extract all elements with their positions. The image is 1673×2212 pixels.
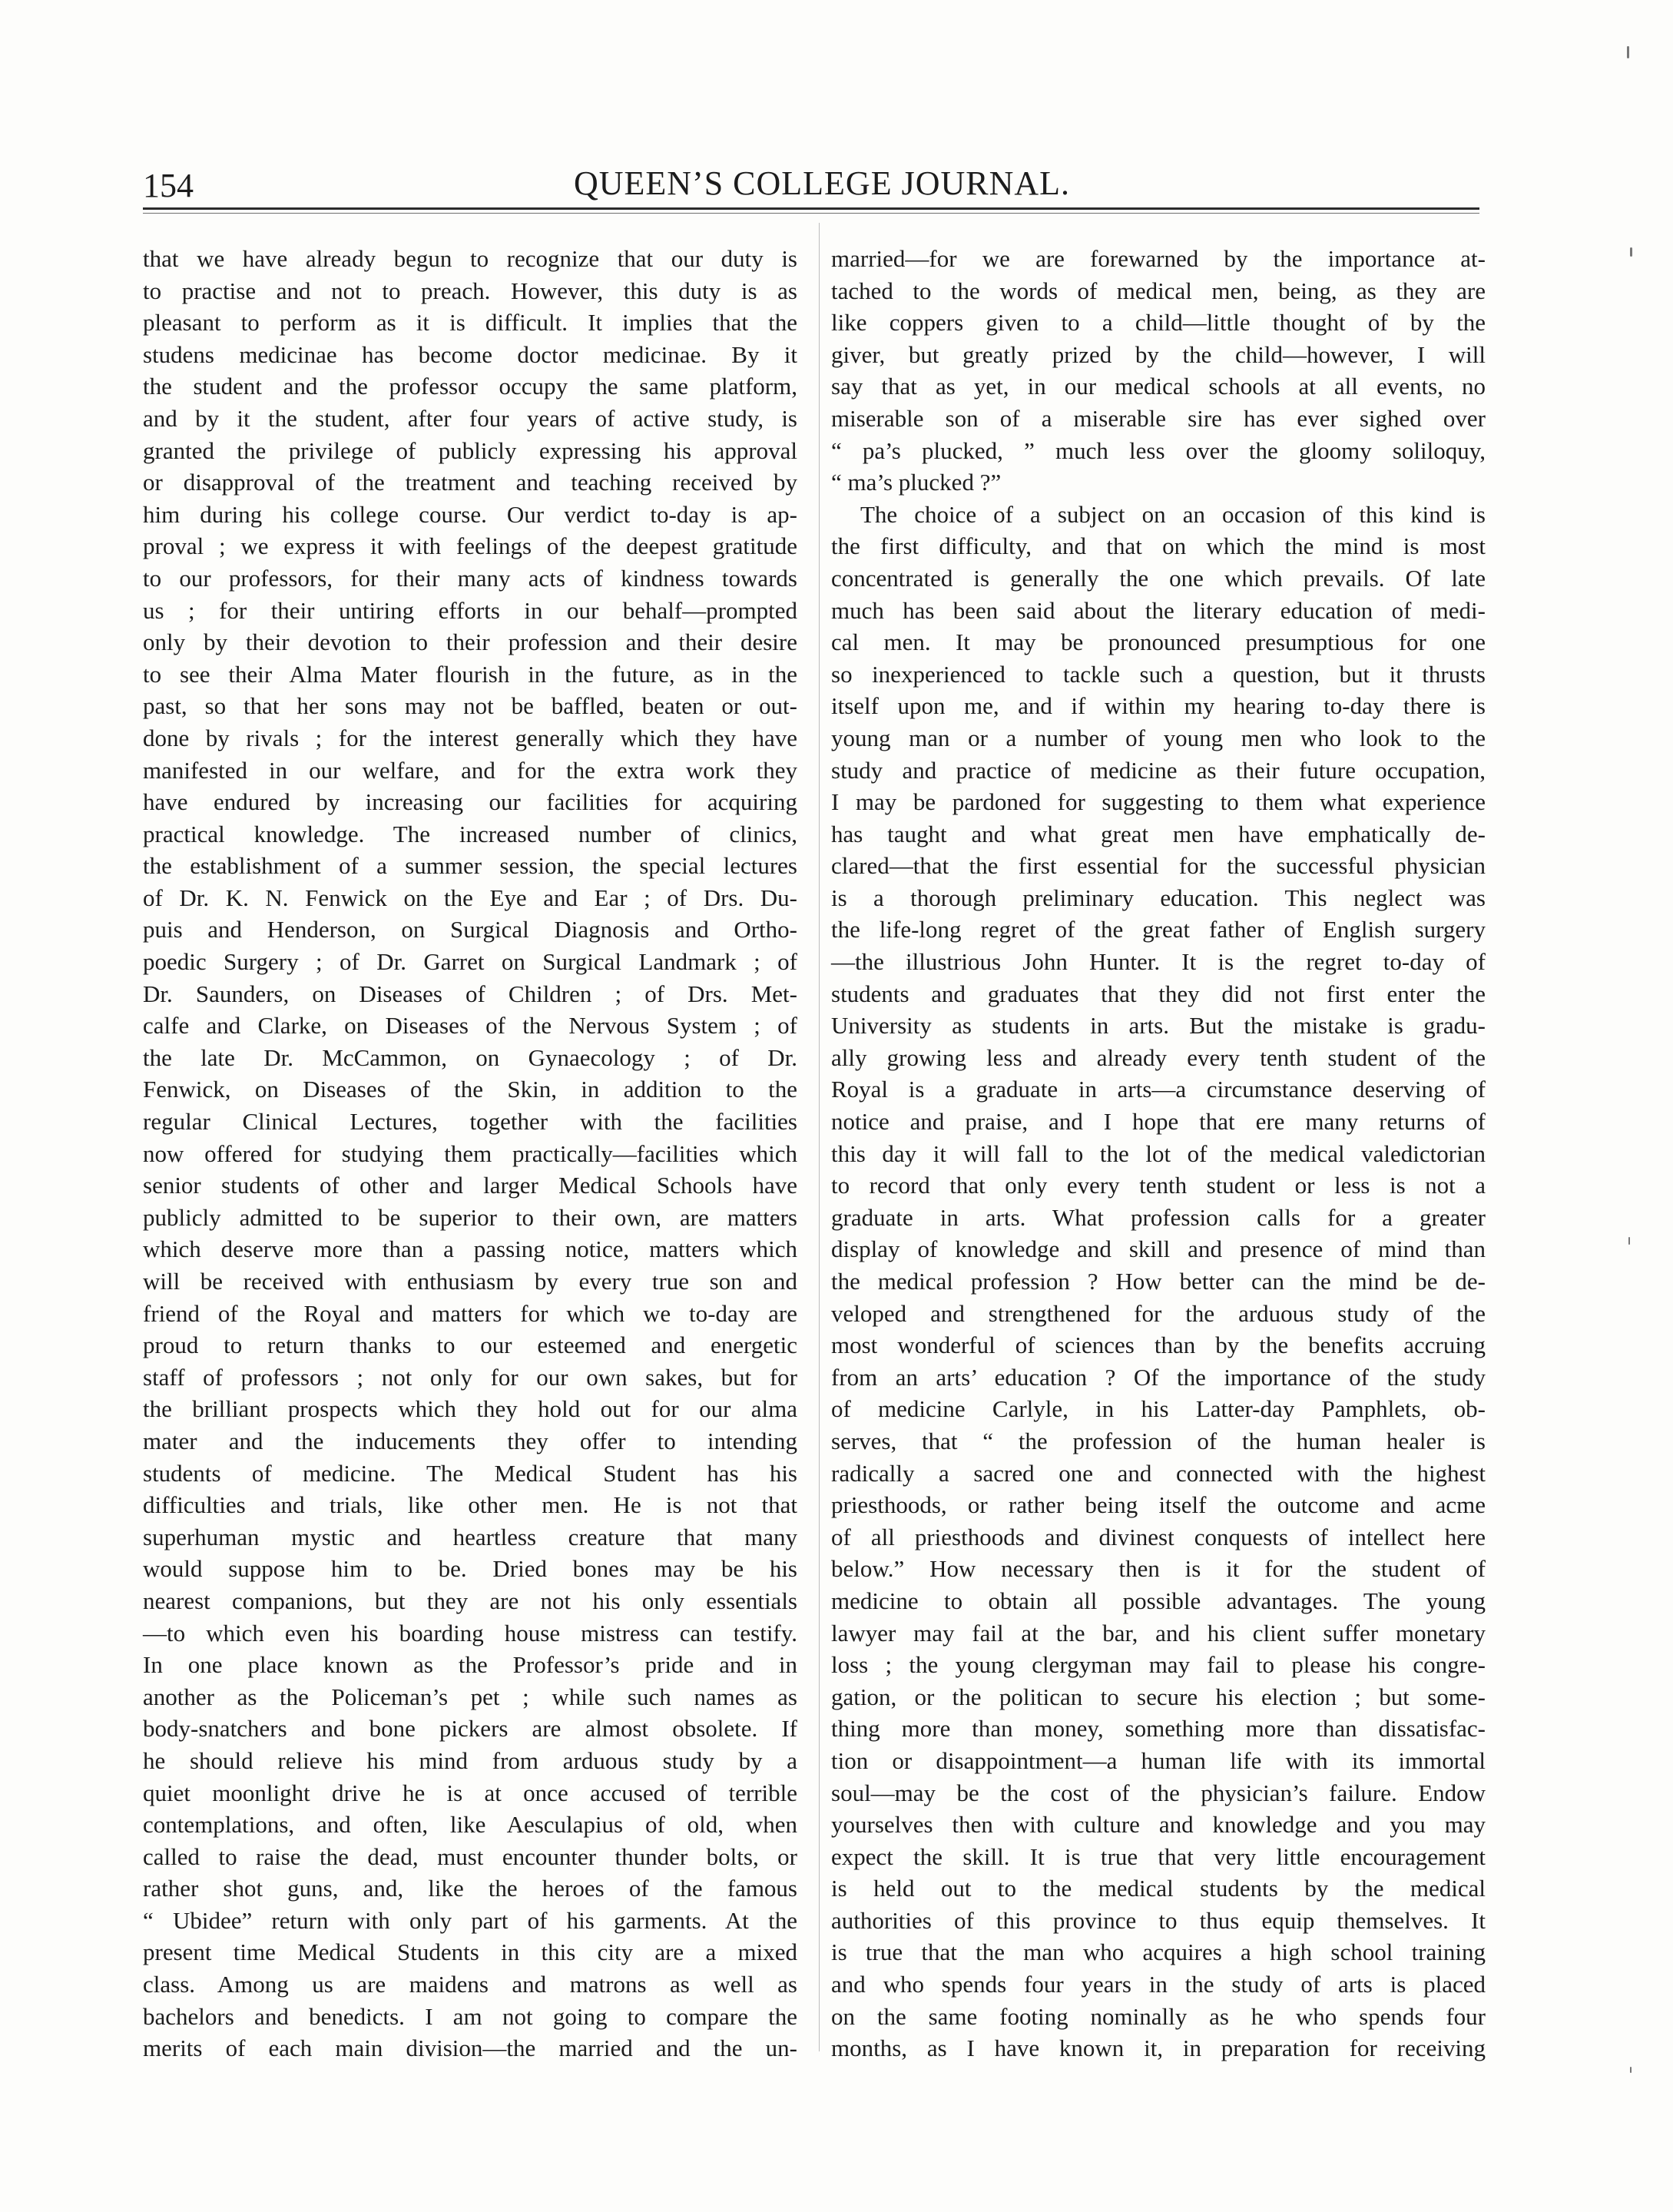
right-column [831, 243, 1486, 2064]
scan-speck [1627, 46, 1629, 58]
text-line: miserable son of a miserable sire has ever sighed over [831, 404, 1486, 432]
text-line: loss ; the young clergyman may fail to please his congre- [831, 1651, 1486, 1679]
text-line: lawyer may fail at the bar, and his client suffer monetary [831, 1619, 1486, 1647]
text-line: to see their Alma Mater flourish in the future, as in the [143, 660, 797, 688]
text-line: mater and the inducements they offer to intending [143, 1427, 797, 1454]
text-line: the first difficulty, and that on which the mind is most [831, 532, 1486, 560]
text-line: difficulties and trials, like other men. He is not that [143, 1491, 797, 1519]
text-line: cal men. It may be pronounced presumptious for one [831, 628, 1486, 656]
text-line: called to raise the dead, must encounter thunder bolts, or [143, 1842, 797, 1870]
text-line: this day it will fall to the lot of the medical valedictorian [831, 1139, 1486, 1167]
text-line: the medical profession ? How better can the mind be de- [831, 1268, 1486, 1295]
text-line: calfe and Clarke, on Diseases of the Nervous System ; of [143, 1012, 797, 1040]
text-line: or disapproval of the treatment and teaching received by [143, 469, 797, 496]
text-line: young man or a number of young men who look to the [831, 724, 1486, 751]
text-line: In one place known as the Professor’s pride and in [143, 1651, 797, 1679]
text-line: expect the skill. It is true that very little encouragement [831, 1842, 1486, 1870]
text-line: students and graduates that they did not first enter the [831, 980, 1486, 1007]
text-line: thing more than money, something more than dissatisfac- [831, 1715, 1486, 1743]
text-line: “ pa’s plucked, ” much less over the gloomy soliloquy, [831, 436, 1486, 464]
text-line: is a thorough preliminary education. This neglect was [831, 884, 1486, 911]
text-line: the student and the professor occupy the same platform, [143, 373, 797, 400]
text-line: is true that the man who acquires a high school training [831, 1938, 1486, 1966]
text-line: manifested in our welfare, and for the extra work they [143, 756, 797, 784]
text-line: the late Dr. McCammon, on Gynaecology ; of Dr. [143, 1043, 797, 1071]
text-line: Dr. Saunders, on Diseases of Children ; of Drs. Met- [143, 980, 797, 1007]
text-line: of medicine Carlyle, in his Latter-day Pamphlets, ob- [831, 1395, 1486, 1423]
text-line: now offered for studying them practically—facilities which [143, 1139, 797, 1167]
text-line: to our professors, for their many acts of kindness towards [143, 564, 797, 592]
text-line: display of knowledge and skill and presence of mind than [831, 1235, 1486, 1263]
text-line: body-snatchers and bone pickers are almost obsolete. If [143, 1715, 797, 1743]
text-line: rather shot guns, and, like the heroes of the famous [143, 1875, 797, 1902]
text-line: he should relieve his mind from arduous study by a [143, 1746, 797, 1774]
text-line: the brilliant prospects which they hold out for our alma [143, 1395, 797, 1423]
journal-title: QUEEN’S COLLEGE JOURNAL. [573, 164, 1071, 202]
text-line: University as students in arts. But the mistake is gradu- [831, 1012, 1486, 1040]
text-line: The choice of a subject on an occasion of this kind is [860, 500, 1486, 528]
text-line: like coppers given to a child—little thought of by the [831, 309, 1486, 337]
header-rule [143, 207, 1479, 210]
text-line: staff of professors ; not only for our own sakes, but for [143, 1363, 797, 1391]
text-line: concentrated is generally the one which prevails. Of late [831, 564, 1486, 592]
text-line: regular Clinical Lectures, together with the facilities [143, 1108, 797, 1136]
text-line: authorities of this province to thus equip themselves. It [831, 1906, 1486, 1934]
text-line: that we have already begun to recognize that our duty is [143, 245, 797, 272]
text-line: us ; for their untiring efforts in our behalf—prompted [143, 596, 797, 624]
text-line: puis and Henderson, on Surgical Diagnosis and Ortho- [143, 916, 797, 943]
text-line: only by their devotion to their profession and their desire [143, 628, 797, 656]
text-line: clared—that the first essential for the successful physician [831, 852, 1486, 880]
text-line: tached to the words of medical men, being, as they are [831, 277, 1486, 304]
text-line: to record that only every tenth student or less is not a [831, 1172, 1486, 1199]
page-number: 154 [143, 167, 194, 204]
text-line: the establishment of a summer session, the special lectures [143, 852, 797, 880]
text-line: friend of the Royal and matters for which we to-day are [143, 1299, 797, 1327]
text-line: notice and praise, and I hope that ere many returns of [831, 1108, 1486, 1136]
text-line: yourselves then with culture and knowledge and you may [831, 1811, 1486, 1839]
text-line: Fenwick, on Diseases of the Skin, in addition to the [143, 1076, 797, 1103]
text-line: so inexperienced to tackle such a question, but it thrusts [831, 660, 1486, 688]
text-line: from an arts’ education ? Of the importance of the study [831, 1363, 1486, 1391]
text-line: gation, or the politican to secure his election ; but some- [831, 1683, 1486, 1710]
text-line: “ ma’s plucked ?” [831, 469, 1002, 496]
text-line: bachelors and benedicts. I am not going to compare the [143, 2002, 797, 2030]
text-line: pleasant to perform as it is difficult. It implies that the [143, 309, 797, 337]
text-line: nearest companions, but they are not his only essentials [143, 1587, 797, 1614]
text-line: will be received with enthusiasm by every true son and [143, 1268, 797, 1295]
text-line: —the illustrious John Hunter. It is the regret to-day of [831, 948, 1486, 976]
text-line: quiet moonlight drive he is at once accused of terrible [143, 1779, 797, 1806]
text-line: study and practice of medicine as their future occupation, [831, 756, 1486, 784]
text-line: I may be pardoned for suggesting to them what experience [831, 788, 1486, 816]
text-line: another as the Policeman’s pet ; while such names as [143, 1683, 797, 1710]
text-line: serves, that “ the profession of the human healer is [831, 1427, 1486, 1454]
column-divider [819, 223, 820, 2051]
text-line: veloped and strengthened for the arduous study of the [831, 1299, 1486, 1327]
text-line: —to which even his boarding house mistress can testify. [143, 1619, 797, 1647]
text-line: poedic Surgery ; of Dr. Garret on Surgical Landmark ; of [143, 948, 797, 976]
text-line: soul—may be the cost of the physician’s failure. Endow [831, 1779, 1486, 1806]
scan-speck [1630, 247, 1632, 257]
text-line: proud to return thanks to our esteemed and energetic [143, 1332, 797, 1359]
text-line: Royal is a graduate in arts—a circumstance deserving of [831, 1076, 1486, 1103]
text-line: giver, but greatly prized by the child—however, I will [831, 340, 1486, 368]
text-line: the life-long regret of the great father of English surgery [831, 916, 1486, 943]
text-line: merits of each main division—the married and the un- [143, 2035, 797, 2062]
text-line: past, so that her sons may not be baffled, beaten or out- [143, 692, 797, 720]
text-line: on the same footing nominally as he who spends four [831, 2002, 1486, 2030]
text-line: much has been said about the literary education of medi- [831, 596, 1486, 624]
text-line: present time Medical Students in this city are a mixed [143, 1938, 797, 1966]
text-line: priesthoods, or rather being itself the outcome and acme [831, 1491, 1486, 1519]
text-line: superhuman mystic and heartless creature that many [143, 1523, 797, 1550]
text-line: practical knowledge. The increased number of clinics, [143, 820, 797, 847]
text-line: proval ; we express it with feelings of the deepest gratitude [143, 532, 797, 560]
text-line: say that as yet, in our medical schools at all events, no [831, 373, 1486, 400]
text-line: radically a sacred one and connected with the highest [831, 1459, 1486, 1487]
text-line: months, as I have known it, in preparation for receiving [831, 2035, 1486, 2062]
header-rule-thin [143, 213, 1479, 214]
text-line: senior students of other and larger Medical Schools have [143, 1172, 797, 1199]
text-line: tion or disappointment—a human life with its immortal [831, 1746, 1486, 1774]
text-line: married—for we are forewarned by the importance at- [831, 245, 1486, 272]
text-line: of all priesthoods and divinest conquests of intellect here [831, 1523, 1486, 1550]
text-line: medicine to obtain all possible advantages. The young [831, 1587, 1486, 1614]
text-line: most wonderful of sciences than by the benefits accruing [831, 1332, 1486, 1359]
text-line: below.” How necessary then is it for the student of [831, 1555, 1486, 1583]
text-line: students of medicine. The Medical Student has his [143, 1459, 797, 1487]
text-line: studens medicinae has become doctor medicinae. By it [143, 340, 797, 368]
text-line: contemplations, and often, like Aesculapius of old, when [143, 1811, 797, 1839]
text-line: and by it the student, after four years of active study, is [143, 404, 797, 432]
text-line: would suppose him to be. Dried bones may be his [143, 1555, 797, 1583]
text-line: have endured by increasing our facilities for acquiring [143, 788, 797, 816]
text-line: of Dr. K. N. Fenwick on the Eye and Ear ; of Drs. Du- [143, 884, 797, 911]
left-column [143, 243, 797, 2064]
text-line: class. Among us are maidens and matrons as well as [143, 1971, 797, 1998]
text-line: itself upon me, and if within my hearing to-day there is [831, 692, 1486, 720]
text-line: granted the privilege of publicly expressing his approval [143, 436, 797, 464]
text-line: him during his college course. Our verdict to-day is ap- [143, 500, 797, 528]
text-line: to practise and not to preach. However, this duty is as [143, 277, 797, 304]
text-line: done by rivals ; for the interest generally which they have [143, 724, 797, 751]
text-line: “ Ubidee” return with only part of his garments. At the [143, 1906, 797, 1934]
text-line: is held out to the medical students by the medical [831, 1875, 1486, 1902]
text-line: which deserve more than a passing notice, matters which [143, 1235, 797, 1263]
text-line: graduate in arts. What profession calls for a greater [831, 1203, 1486, 1231]
text-line: publicly admitted to be superior to their own, are matters [143, 1203, 797, 1231]
text-line: ally growing less and already every tenth student of the [831, 1043, 1486, 1071]
scan-speck [1630, 2067, 1632, 2073]
scan-speck [1628, 1237, 1630, 1245]
text-line: has taught and what great men have emphatically de- [831, 820, 1486, 847]
text-line: and who spends four years in the study of arts is placed [831, 1971, 1486, 1998]
